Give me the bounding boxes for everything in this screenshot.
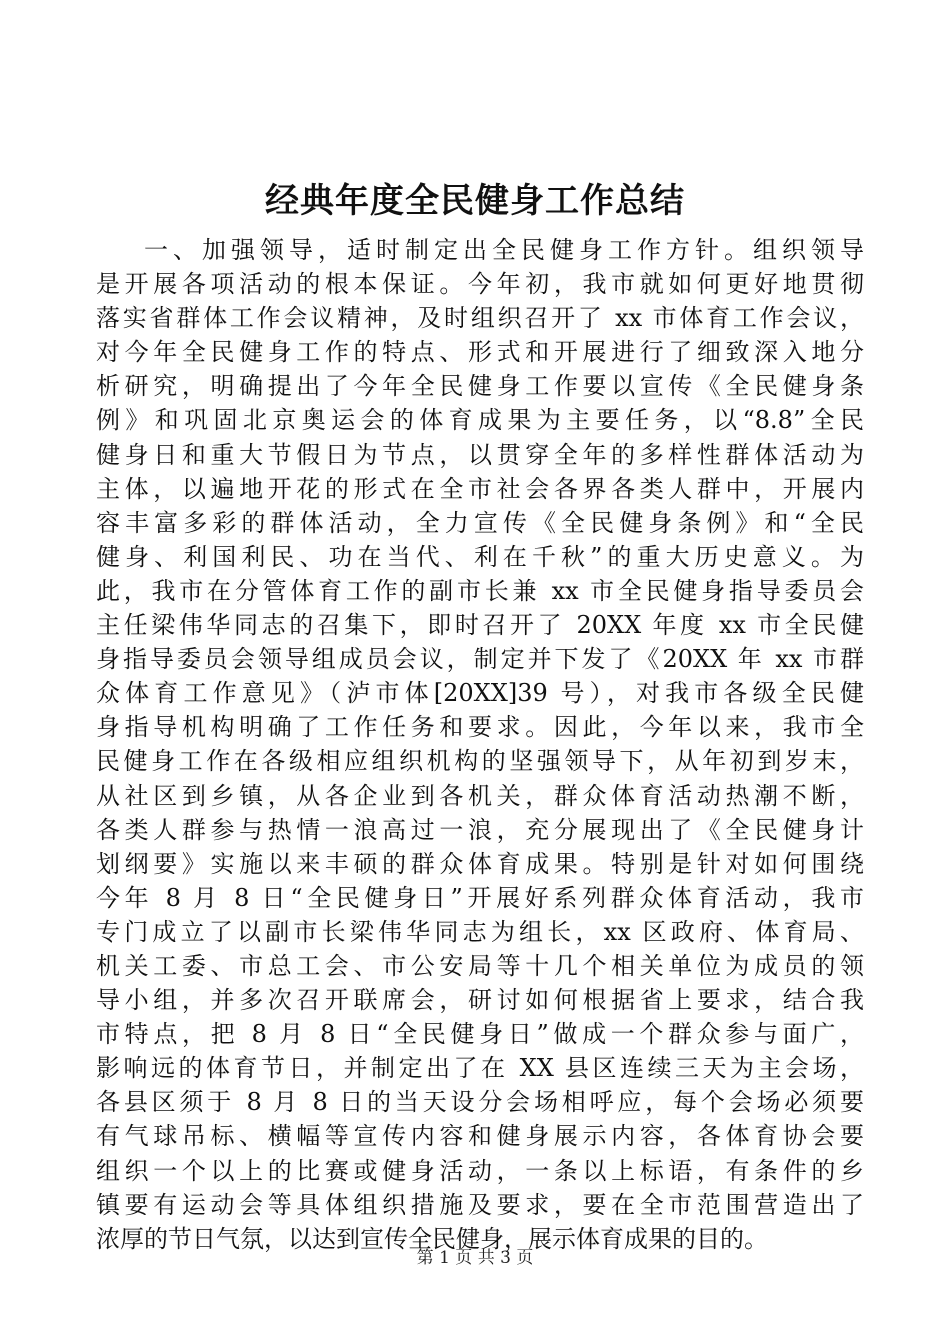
body-line: 有气球吊标、横幅等宣传内容和健身展示内容，各体育协会要 xyxy=(96,1122,864,1151)
body-line: 健身、利国利民、功在当代、利在千秋”的重大历史意义。为 xyxy=(96,542,864,571)
body-line: 身指导机构明确了工作任务和要求。因此，今年以来，我市全 xyxy=(96,713,864,742)
body-line: 从社区到乡镇，从各企业到各机关，群众体育活动热潮不断， xyxy=(96,781,864,810)
body-line: 各类人群参与热情一浪高过一浪，充分展现出了《全民健身计 xyxy=(96,815,864,844)
document-title: 经典年度全民健身工作总结 xyxy=(265,181,685,221)
body-line: 今年 8 月 8 日“全民健身日”开展好系列群众体育活动，我市 xyxy=(96,883,864,912)
body-line: 镇要有运动会等具体组织措施及要求，要在全市范围营造出了 xyxy=(96,1190,864,1219)
body-line: 众体育工作意见》（泸市体[20XX]39 号），对我市各级全民健 xyxy=(96,679,864,708)
body-line: 专门成立了以副市长梁伟华同志为组长，xx 区政府、体育局、 xyxy=(96,917,864,946)
body-line: 影响远的体育节日，并制定出了在 XX 县区连续三天为主会场， xyxy=(96,1054,864,1083)
body-line: 此，我市在分管体育工作的副市长兼 xx 市全民健身指导委员会 xyxy=(96,576,864,605)
body-line: 健身日和重大节假日为节点，以贯穿全年的多样性群体活动为 xyxy=(96,440,864,469)
body-line: 一、加强领导，适时制定出全民健身工作方针。组织领导 xyxy=(144,236,864,264)
document-body xyxy=(96,233,864,1256)
body-line: 机关工委、市总工会、市公安局等十几个相关单位为成员的领 xyxy=(96,951,864,980)
body-line: 对今年全民健身工作的特点、形式和开展进行了细致深入地分 xyxy=(96,338,864,367)
body-line: 是开展各项活动的根本保证。今年初，我市就如何更好地贯彻 xyxy=(96,270,864,299)
body-line: 组织一个以上的比赛或健身活动，一条以上标语，有条件的乡 xyxy=(96,1156,864,1185)
page-number-footer: 第 1 页 共 3 页 xyxy=(416,1248,534,1268)
body-line: 主体，以遍地开花的形式在全市社会各界各类人群中，开展内 xyxy=(96,474,864,503)
body-line: 市特点，把 8 月 8 日“全民健身日”做成一个群众参与面广， xyxy=(96,1020,864,1049)
body-line: 落实省群体工作会议精神，及时组织召开了 xx 市体育工作会议， xyxy=(96,304,864,333)
body-line: 主任梁伟华同志的召集下，即时召开了 20XX 年度 xx 市全民健 xyxy=(96,611,864,640)
body-line: 析研究，明确提出了今年全民健身工作要以宣传《全民健身条 xyxy=(96,372,864,401)
body-line: 民健身工作在各级相应组织机构的坚强领导下，从年初到岁末， xyxy=(96,747,864,776)
body-line: 容丰富多彩的群体活动，全力宣传《全民健身条例》和“全民 xyxy=(96,508,864,537)
body-line: 身指导委员会领导组成员会议，制定并下发了《20XX 年 xx 市群 xyxy=(96,645,864,674)
body-line: 各县区须于 8 月 8 日的当天设分会场相呼应，每个会场必须要 xyxy=(96,1088,864,1117)
body-line: 例》和巩固北京奥运会的体育成果为主要任务，以“8.8”全民 xyxy=(96,406,864,435)
body-line: 导小组，并多次召开联席会，研讨如何根据省上要求，结合我 xyxy=(96,986,864,1015)
body-line: 划纲要》实施以来丰硕的群众体育成果。特别是针对如何围绕 xyxy=(96,849,864,878)
body-line: 浓厚的节日气氛，以达到宣传全民健身，展示体育成果的目的。 xyxy=(96,1224,768,1253)
